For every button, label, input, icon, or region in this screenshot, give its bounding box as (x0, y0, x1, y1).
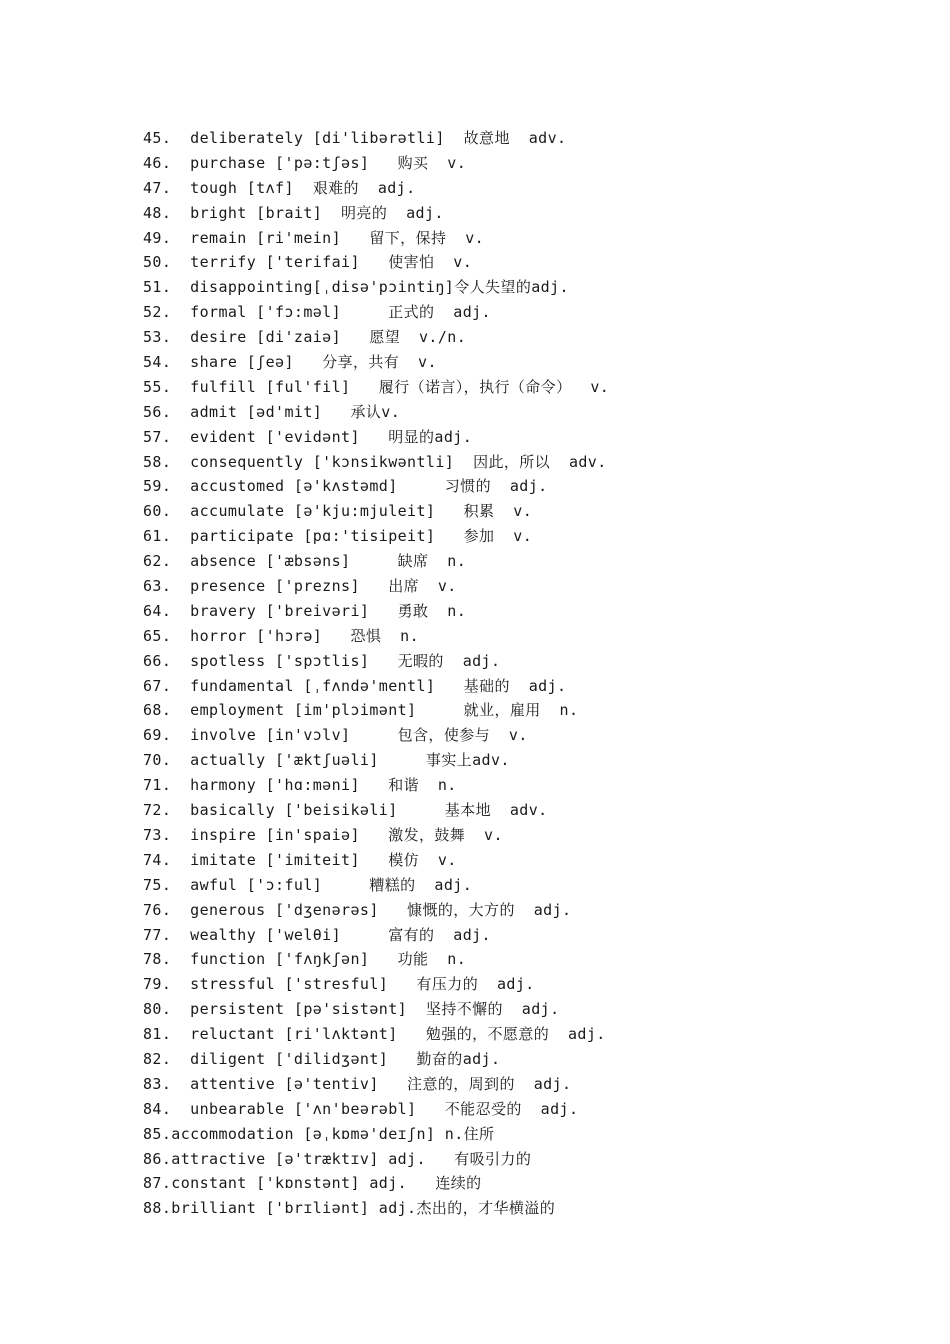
vocab-entry: 51. disappointing[ˌdisə'pɔintiŋ]令人失望的adj. (143, 278, 569, 297)
vocab-entry: 64. bravery ['breivəri] 勇敢 n. (143, 601, 467, 620)
vocab-entry: 74. imitate ['imiteit] 模仿 v. (143, 850, 457, 869)
vocab-entry: 65. horror ['hɔrə] 恐惧 n. (143, 626, 419, 645)
vocab-entry: 68. employment [im'plɔimənt] 就业，雇用 n. (143, 701, 579, 720)
vocab-entry: 52. formal ['fɔ:məl] 正式的 adj. (143, 303, 491, 322)
vocab-entry: 56. admit [əd'mit] 承认v. (143, 402, 401, 421)
vocab-entry: 85.accommodation [əˌkɒmə'deɪʃn] n.住所 (143, 1124, 495, 1143)
vocab-entry: 86.attractive [ə'træktɪv] adj. 有吸引力的 (143, 1149, 532, 1168)
vocab-entry: 48. bright [brait] 明亮的 adj. (143, 203, 444, 222)
vocab-entry: 77. wealthy ['welθi] 富有的 adj. (143, 925, 491, 944)
vocab-entry: 54. share [ʃeə] 分享，共有 v. (143, 353, 437, 372)
vocab-entry: 47. tough [tʌf] 艰难的 adj. (143, 178, 416, 197)
vocab-entry: 81. reluctant [ri'lʌktənt] 勉强的，不愿意的 adj. (143, 1025, 606, 1044)
vocab-entry: 45. deliberately [di'libərətli] 故意地 adv. (143, 129, 567, 147)
vocab-entry: 87.constant ['kɒnstənt] adj. 连续的 (143, 1174, 482, 1193)
vocab-entry: 70. actually ['æktʃuəli] 事实上adv. (143, 751, 510, 770)
vocab-entry: 78. function ['fʌŋkʃən] 功能 n. (143, 950, 467, 969)
vocab-entry: 49. remain [ri'mein] 留下，保持 v. (143, 228, 485, 247)
vocab-entry: 62. absence ['æbsəns] 缺席 n. (143, 552, 467, 571)
vocab-entry: 79. stressful ['stresful] 有压力的 adj. (143, 975, 535, 994)
vocab-entry: 69. involve [in'vɔlv] 包含，使参与 v. (143, 726, 528, 745)
vocab-entry: 75. awful ['ɔ:ful] 糟糕的 adj. (143, 875, 473, 894)
vocab-entry: 83. attentive [ə'tentiv] 注意的，周到的 adj. (143, 1074, 572, 1093)
vocab-entry: 58. consequently ['kɔnsikwəntli] 因此，所以 adv. (143, 452, 607, 471)
vocab-entry: 59. accustomed [ə'kʌstəmd] 习惯的 adj. (143, 477, 548, 496)
vocab-entry: 80. persistent [pə'sistənt] 坚持不懈的 adj. (143, 1000, 560, 1019)
vocab-entry: 53. desire [di'zaiə] 愿望 v./n. (143, 328, 467, 347)
vocab-entry: 50. terrify ['terifai] 使害怕 v. (143, 253, 473, 272)
vocab-entry: 46. purchase ['pə:tʃəs] 购买 v. (143, 153, 467, 172)
vocab-entry: 63. presence ['prezns] 出席 v. (143, 577, 457, 596)
vocab-entry: 61. participate [pɑ:'tisipeit] 参加 v. (143, 527, 533, 546)
vocab-entry: 88.brilliant ['brɪliənt] adj.杰出的，才华横溢的 (143, 1199, 556, 1218)
vocab-entry: 82. diligent ['dilidʒənt] 勤奋的adj. (143, 1049, 501, 1068)
vocab-entry: 67. fundamental [ˌfʌndə'mentl] 基础的 adj. (143, 676, 567, 695)
vocab-entry: 66. spotless ['spɔtlis] 无暇的 adj. (143, 651, 501, 670)
vocab-entry: 71. harmony ['hɑ:məni] 和谐 n. (143, 776, 457, 795)
vocab-entry: 73. inspire [in'spaiə] 激发，鼓舞 v. (143, 825, 503, 844)
vocab-entry: 60. accumulate [ə'kju:mjuleit] 积累 v. (143, 502, 533, 521)
vocab-entry: 84. unbearable ['ʌn'beərəbl] 不能忍受的 adj. (143, 1099, 579, 1118)
vocab-entry: 55. fulfill [ful'fil] 履行（诺言），执行（命令） v. (143, 377, 610, 396)
vocab-entry: 57. evident ['evidənt] 明显的adj. (143, 427, 473, 446)
vocabulary-list (143, 126, 843, 1221)
vocab-entry: 76. generous ['dʒenərəs] 慷慨的，大方的 adj. (143, 900, 572, 919)
vocab-entry: 72. basically ['beisikəli] 基本地 adv. (143, 801, 548, 820)
